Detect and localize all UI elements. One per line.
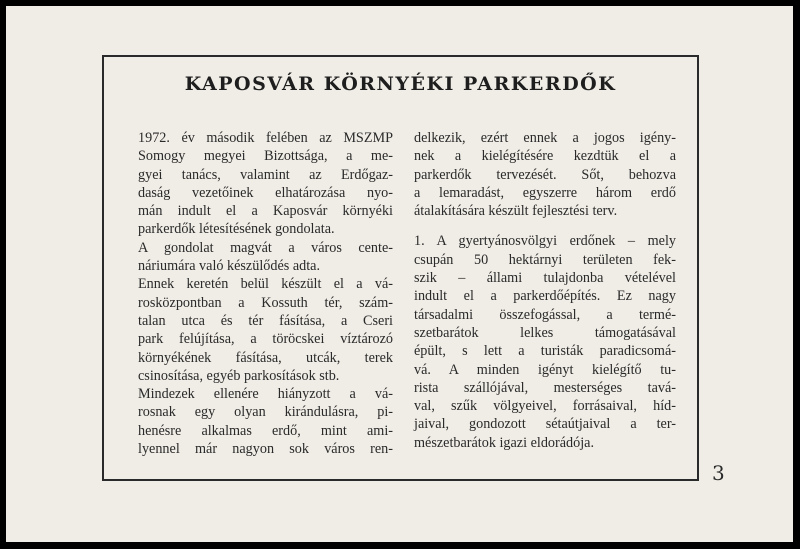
page-title: KAPOSVÁR KÖRNYÉKI PARKERDŐK (184, 73, 617, 95)
text-line: henésre alkalmas erdő, mint ami- (138, 422, 393, 439)
text-line: épült, s lett a turisták paradicsomá- (414, 343, 676, 360)
text-line: jaival, gondozott sétaútjaival a ter- (414, 416, 676, 433)
right-column (414, 129, 676, 452)
text-line: park felújítása, a töröcskei víztározó (138, 331, 393, 348)
text-line: Somogy megyei Bizottsága, a me- (138, 148, 393, 165)
text-line: rosnak egy olyan kirándulásra, pi- (138, 404, 393, 421)
text-line: a lemaradást, egyszerre három erdő (414, 184, 676, 201)
text-line: csupán 50 hektárnyi területen fek- (414, 251, 676, 268)
paragraph-gap (414, 220, 676, 232)
text-line: A gondolat magvát a város cente- (138, 239, 393, 256)
page-number: 3 (712, 461, 725, 485)
text-line: társadalmi összefogással, a termé- (414, 306, 676, 323)
text-line: indult el a parkerdőépítés. Ez nagy (414, 288, 676, 305)
text-line: parkerdők létesítésének gondolata. (138, 221, 335, 238)
text-line: delkezik, ezért ennek a jogos igény- (414, 130, 676, 146)
text-line: szik – állami tulajdonba vételével (414, 270, 676, 287)
text-line: Ennek keretén belül készült el a vá- (138, 276, 393, 293)
text-line: 1. A gyertyánosvölgyi erdőnek – mely (414, 233, 676, 250)
text-line: lyennel már nagyon sok város ren- (138, 441, 393, 458)
text-line: mán indult el a Kaposvár környéki (138, 203, 393, 220)
text-line: környékének fásítása, utcák, terek (138, 349, 393, 366)
text-line: val, szűk völgyeivel, forrásaival, híd- (414, 398, 676, 415)
text-frame (102, 55, 699, 481)
text-line: gyei tanács, valamint az Erdőgaz- (138, 166, 393, 183)
text-line: talan utca és tér fásítása, a Cseri (138, 312, 393, 329)
text-line: daság vezetőinek elhatározása nyo- (138, 184, 393, 201)
left-column (138, 129, 393, 458)
text-line: parkerdők tervezését. Sőt, behozva (414, 166, 676, 183)
text-line: mészetbarátok igazi eldorádója. (414, 434, 595, 451)
text-line: rista szállójával, mesterséges tavá- (414, 379, 676, 396)
text-line: vá. A minden igényt kielégítő tu- (414, 361, 676, 378)
text-line: szetbarátok lelkes támogatásával (414, 324, 676, 341)
text-line: átalakítására készült fejlesztési terv. (414, 203, 618, 220)
text-line: rosközpontban a Kossuth tér, szám- (138, 294, 393, 311)
text-line: nek a kielégítésére kezdtük el a (414, 148, 676, 165)
text-line: csinosítása, egyéb parkosítások stb. (138, 367, 340, 384)
text-line: náriumára való készülődés adta. (138, 258, 320, 275)
text-line: 1972. év második felében az MSZMP (138, 130, 393, 146)
text-line: Mindezek ellenére hiányzott a vá- (138, 386, 393, 403)
book-page (6, 6, 793, 542)
